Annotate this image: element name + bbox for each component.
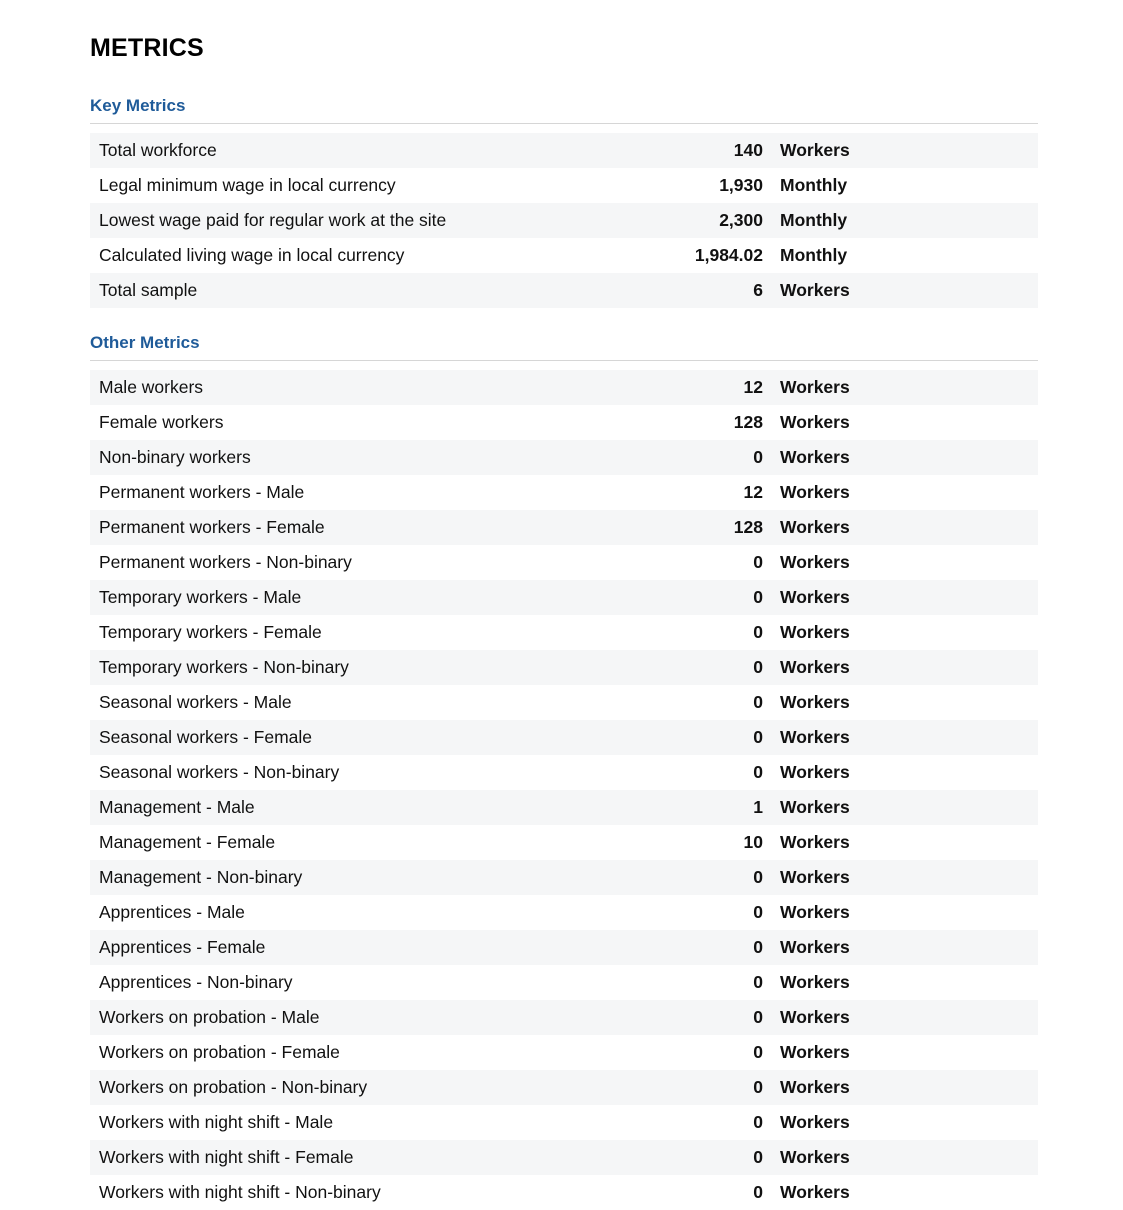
metric-unit: Workers bbox=[780, 1042, 850, 1062]
metric-unit: Workers bbox=[780, 1007, 850, 1027]
metric-value: 0 bbox=[753, 447, 763, 467]
metric-unit: Monthly bbox=[780, 245, 848, 265]
metric-unit: Workers bbox=[780, 622, 850, 642]
metric-value: 1 bbox=[753, 797, 763, 817]
metric-value: 0 bbox=[753, 727, 763, 747]
metric-label: Total workforce bbox=[99, 140, 217, 160]
metric-value: 0 bbox=[753, 937, 763, 957]
metric-label: Apprentices - Female bbox=[99, 937, 266, 957]
table-row bbox=[90, 755, 1038, 790]
metric-value: 0 bbox=[753, 762, 763, 782]
metric-label: Seasonal workers - Non-binary bbox=[99, 762, 340, 782]
table-row bbox=[90, 895, 1038, 930]
metric-value: 0 bbox=[753, 1042, 763, 1062]
table-row bbox=[90, 203, 1038, 238]
metric-label: Management - Male bbox=[99, 797, 255, 817]
metric-unit: Workers bbox=[780, 280, 850, 300]
metric-label: Permanent workers - Non-binary bbox=[99, 552, 352, 572]
metric-value: 0 bbox=[753, 692, 763, 712]
metric-unit: Workers bbox=[780, 657, 850, 677]
metric-value: 0 bbox=[753, 902, 763, 922]
metric-label: Temporary workers - Male bbox=[99, 587, 302, 607]
metric-value: 0 bbox=[753, 1112, 763, 1132]
metric-value: 140 bbox=[733, 140, 763, 160]
table-row bbox=[90, 1000, 1038, 1035]
section-divider bbox=[90, 123, 1038, 124]
metric-label: Lowest wage paid for regular work at the site bbox=[99, 210, 447, 230]
table-row bbox=[90, 1175, 1038, 1210]
metric-label: Management - Female bbox=[99, 832, 276, 852]
table-row bbox=[90, 370, 1038, 405]
metric-unit: Workers bbox=[780, 832, 850, 852]
page-title: METRICS bbox=[90, 34, 204, 62]
metric-value: 0 bbox=[753, 622, 763, 642]
metric-unit: Workers bbox=[780, 447, 850, 467]
metric-unit: Workers bbox=[780, 482, 850, 502]
metric-label: Workers on probation - Male bbox=[99, 1007, 320, 1027]
metric-value: 10 bbox=[743, 832, 763, 852]
metric-unit: Monthly bbox=[780, 210, 848, 230]
metric-label: Workers on probation - Non-binary bbox=[99, 1077, 368, 1097]
table-row bbox=[90, 133, 1038, 168]
table-row bbox=[90, 790, 1038, 825]
metric-unit: Workers bbox=[780, 937, 850, 957]
metric-label: Legal minimum wage in local currency bbox=[99, 175, 396, 195]
metric-value: 12 bbox=[743, 377, 763, 397]
key-metrics-section bbox=[90, 89, 1038, 308]
metric-label: Workers with night shift - Male bbox=[99, 1112, 334, 1132]
section-divider bbox=[90, 360, 1038, 361]
metric-unit: Workers bbox=[780, 692, 850, 712]
metric-label: Female workers bbox=[99, 412, 224, 432]
table-row bbox=[90, 1070, 1038, 1105]
key-metrics-table bbox=[90, 133, 1038, 308]
metric-label: Workers on probation - Female bbox=[99, 1042, 340, 1062]
metric-unit: Workers bbox=[780, 902, 850, 922]
metric-value: 0 bbox=[753, 587, 763, 607]
metric-unit: Workers bbox=[780, 517, 850, 537]
metric-unit: Workers bbox=[780, 797, 850, 817]
metric-label: Temporary workers - Non-binary bbox=[99, 657, 349, 677]
metric-label: Management - Non-binary bbox=[99, 867, 303, 887]
metric-label: Calculated living wage in local currency bbox=[99, 245, 405, 265]
table-row bbox=[90, 1035, 1038, 1070]
metric-value: 0 bbox=[753, 972, 763, 992]
table-row bbox=[90, 1140, 1038, 1175]
other-metrics-section bbox=[90, 326, 1038, 1210]
metric-label: Male workers bbox=[99, 377, 204, 397]
metric-label: Non-binary workers bbox=[99, 447, 251, 467]
table-row bbox=[90, 685, 1038, 720]
metric-unit: Workers bbox=[780, 762, 850, 782]
metric-value: 6 bbox=[753, 280, 763, 300]
metric-label: Temporary workers - Female bbox=[99, 622, 322, 642]
other-metrics-table bbox=[90, 370, 1038, 1210]
table-row bbox=[90, 615, 1038, 650]
metric-value: 0 bbox=[753, 1077, 763, 1097]
metric-unit: Workers bbox=[780, 412, 850, 432]
metric-unit: Workers bbox=[780, 377, 850, 397]
table-row bbox=[90, 825, 1038, 860]
metric-value: 1,984.02 bbox=[694, 245, 763, 265]
metric-unit: Workers bbox=[780, 867, 850, 887]
table-row bbox=[90, 580, 1038, 615]
metric-value: 128 bbox=[733, 412, 763, 432]
metric-unit: Workers bbox=[780, 972, 850, 992]
table-row bbox=[90, 720, 1038, 755]
table-row bbox=[90, 860, 1038, 895]
table-row bbox=[90, 440, 1038, 475]
metric-label: Apprentices - Non-binary bbox=[99, 972, 293, 992]
metric-unit: Workers bbox=[780, 552, 850, 572]
metric-value: 1,930 bbox=[719, 175, 763, 195]
table-row bbox=[90, 650, 1038, 685]
metric-unit: Workers bbox=[780, 1077, 850, 1097]
metric-value: 0 bbox=[753, 552, 763, 572]
table-row bbox=[90, 510, 1038, 545]
metric-value: 0 bbox=[753, 657, 763, 677]
table-row bbox=[90, 965, 1038, 1000]
table-row bbox=[90, 273, 1038, 308]
metric-unit: Workers bbox=[780, 587, 850, 607]
table-row bbox=[90, 1105, 1038, 1140]
metric-unit: Workers bbox=[780, 1182, 850, 1202]
metric-unit: Workers bbox=[780, 1112, 850, 1132]
metric-label: Seasonal workers - Female bbox=[99, 727, 312, 747]
table-row bbox=[90, 168, 1038, 203]
metric-value: 2,300 bbox=[719, 210, 763, 230]
metric-value: 0 bbox=[753, 1182, 763, 1202]
table-row bbox=[90, 238, 1038, 273]
table-row bbox=[90, 930, 1038, 965]
metric-value: 0 bbox=[753, 867, 763, 887]
metric-label: Apprentices - Male bbox=[99, 902, 245, 922]
metric-value: 0 bbox=[753, 1147, 763, 1167]
table-row bbox=[90, 545, 1038, 580]
other-metrics-heading: Other Metrics bbox=[90, 333, 200, 352]
metric-value: 128 bbox=[733, 517, 763, 537]
metric-unit: Workers bbox=[780, 140, 850, 160]
table-row bbox=[90, 405, 1038, 440]
metric-value: 0 bbox=[753, 1007, 763, 1027]
metric-label: Workers with night shift - Non-binary bbox=[99, 1182, 381, 1202]
metric-label: Workers with night shift - Female bbox=[99, 1147, 354, 1167]
metric-label: Permanent workers - Male bbox=[99, 482, 305, 502]
metric-unit: Workers bbox=[780, 727, 850, 747]
metric-value: 12 bbox=[743, 482, 763, 502]
metric-label: Total sample bbox=[99, 280, 198, 300]
key-metrics-heading: Key Metrics bbox=[90, 96, 186, 115]
metric-unit: Monthly bbox=[780, 175, 848, 195]
metric-label: Permanent workers - Female bbox=[99, 517, 325, 537]
metric-label: Seasonal workers - Male bbox=[99, 692, 292, 712]
metric-unit: Workers bbox=[780, 1147, 850, 1167]
table-row bbox=[90, 475, 1038, 510]
